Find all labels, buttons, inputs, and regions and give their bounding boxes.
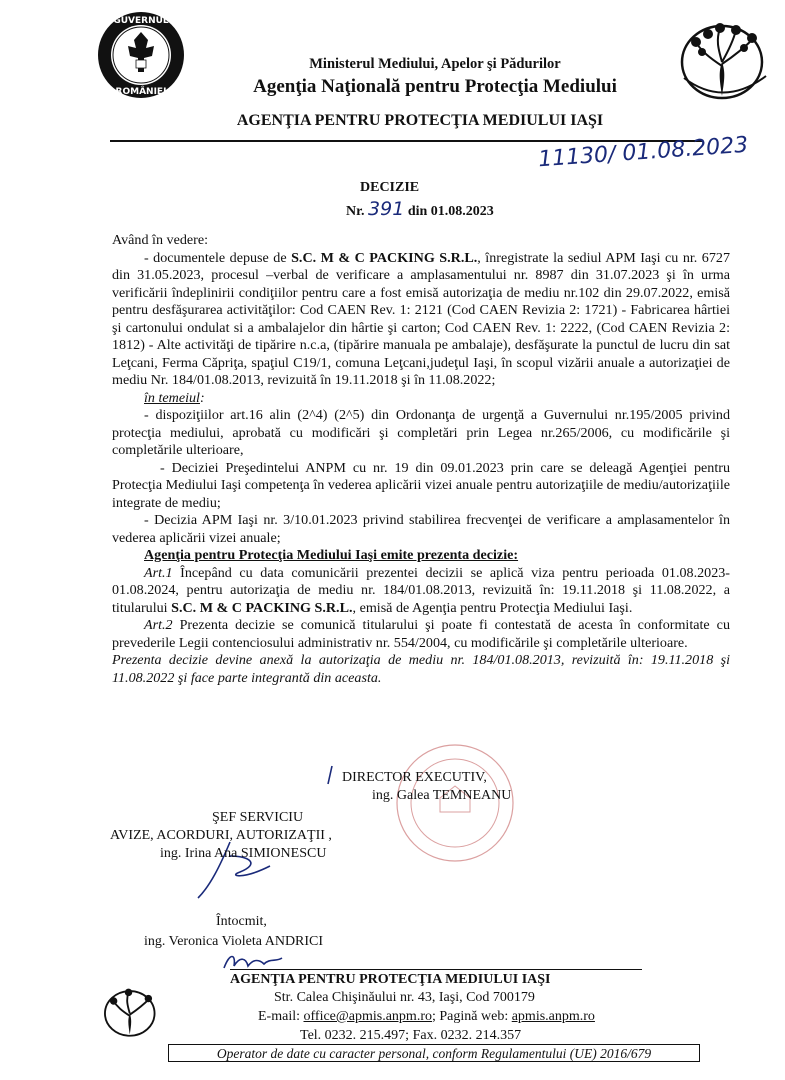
decision-body <box>112 232 730 687</box>
company-name: S.C. M & C PACKING S.R.L. <box>291 249 478 266</box>
footer-contact: E-mail: office@apmis.anpm.ro; Pagină web: apmis.anpm.ro <box>258 1009 595 1024</box>
decision-date: din 01.08.2023 <box>407 204 494 219</box>
legal-basis-label: în temeiul: <box>144 389 205 406</box>
decision-nr-handwritten: 391 <box>368 198 405 220</box>
paragraph-ordonanta: - dispoziţiilor art.16 alin (2^4) (2^5) din Ordonanţa de urgenţă a Guvernului nr.195/2005 privind protecţia mediului, aprobată cu modificări şi completări prin Legea nr.265/2006, cu modificările şi completările ulterioare, <box>112 407 730 458</box>
director-title: DIRECTOR EXECUTIV, <box>342 770 487 785</box>
sef-serviciu-department: AVIZE, ACORDURI, AUTORIZAŢII , <box>110 828 332 843</box>
government-seal-logo <box>96 10 186 100</box>
email-link[interactable]: office@apmis.anpm.ro <box>303 1009 432 1024</box>
apm-title: AGENŢIA PENTRU PROTECŢIA MEDIULUI IAŞI <box>236 112 604 129</box>
agency-name: Agenţia Naţională pentru Protecţia Mediului <box>253 76 617 97</box>
footer-address: Str. Calea Chişinăului nr. 43, Iaşi, Cod 700179 <box>274 990 535 1005</box>
svg-text:GUVERNUL: GUVERNUL <box>113 16 169 26</box>
sef-serviciu-name: ing. Irina Ana SIMIONESCU <box>160 846 327 861</box>
final-statement: Prezenta decizie devine anexă la autorizaţia de mediu nr. 184/01.08.2013, revizuită în: 19.11.2018 şi 11.08.2022 şi face parte integrantă din aceasta. <box>112 652 730 686</box>
paragraph-decizie-anpm: - Deciziei Preşedintelui ANPM cu nr. 19 din 09.01.2023 prin care se deleagă Agenţiei pentru Protecţia Mediului Iaşi competenţa în vederea aplicării vizei anuale pentru autorizaţiile de mediu/autorizaţiile integrate de mediu; <box>112 459 730 511</box>
decision-title: DECIZIE <box>360 180 420 195</box>
intro-label: Având în vedere: <box>112 232 209 248</box>
intocmit-label: Întocmit, <box>216 914 267 929</box>
article-2: Art.2 Prezenta decizie se comunică titularului şi poate fi contestată de acesta în conformitate cu prevederile Legii contenciosului administrativ nr. 554/2004, cu modificările şi completările ulterioare. <box>112 617 730 651</box>
decision-nr-label: Nr. <box>346 204 365 219</box>
paragraph-documents: - documentele depuse de S.C. M & C PACKING S.R.L., înregistrate la sediul APM Iaşi cu nr. 6727 din 31.05.2023, procesul –verbal de verificare a amplasamentului nr. 8987 din 31.07.2023 şi în urma verificării îndeplinirii condiţiilor pentru care a fost emisă autorizaţia de mediu nr.102 din 29.07.2022, emisă pentru desfăşurarea activităţilor: Cod CAEN Rev. 1: 2121 (Cod CAEN Revizia 2: 1721) - Fabricarea hârtiei şi cartonului ondulat si a ambalajelor din hârtie şi carton; Cod CAEN Rev. 1: 2222, (Cod CAEN Revizia 2: 1812) - Alte activităţi de tipărire n.c.a, (tipărire manuala pe ambalaje), desfăşurate la punctul de lucru din sat Leţcani, Ferma Căpriţa, spaţiul C19/1, comuna Leţcani,judeţul Iaşi, în scopul vizării anuale a autorizaţiei de mediu Nr. 184/01.08.2013, revizuită în 19.11.2018 şi în 11.08.2022; <box>112 249 730 388</box>
intocmit-name: ing. Veronica Violeta ANDRICI <box>144 934 324 949</box>
decision-number-line <box>346 198 494 220</box>
footer-agency-title: AGENŢIA PENTRU PROTECŢIA MEDIULUI IAŞI <box>230 972 551 987</box>
emits-heading: Agenţia pentru Protecţia Mediului Iaşi emite prezenta decizie: <box>144 547 519 563</box>
article-1: Art.1 Începând cu data comunicării prezentei decizii se aplică viza pentru perioada 01.08.2023-01.08.2024, pentru autorizaţia de mediu nr. 184/01.08.2013, revizuită în: 19.11.2018 şi 11.08.2022, a titularului S.C. M & C PACKING S.R.L., emisă de Agenţia pentru Protecţia Mediului Iaşi. <box>112 564 730 616</box>
website-link[interactable]: apmis.anpm.ro <box>511 1009 595 1024</box>
gdpr-notice: Operator de date cu caracter personal, conform Regulamentului (UE) 2016/679 <box>168 1044 700 1062</box>
footer-phone-fax: Tel. 0232. 215.497; Fax. 0232. 214.357 <box>300 1028 522 1043</box>
anpm-tree-logo <box>674 18 774 103</box>
director-name: ing. Galea TEMNEANU <box>372 788 512 803</box>
footer-divider <box>230 969 642 970</box>
footer-tree-logo <box>100 985 162 1040</box>
svg-text:ROMÂNIEI: ROMÂNIEI <box>115 87 167 97</box>
ministry-name: Ministerul Mediului, Apelor şi Pădurilor <box>309 56 561 72</box>
handwritten-registration-number: 11130/ 01.08.2023 <box>537 132 749 173</box>
paragraph-decizia-apm: - Decizia APM Iaşi nr. 3/10.01.2023 privind stabilirea frecvenţei de verificare a amplasamentelor în vederea aplicării vizei anuale; <box>112 512 730 546</box>
sef-serviciu-title: ŞEF SERVICIU <box>212 810 304 825</box>
